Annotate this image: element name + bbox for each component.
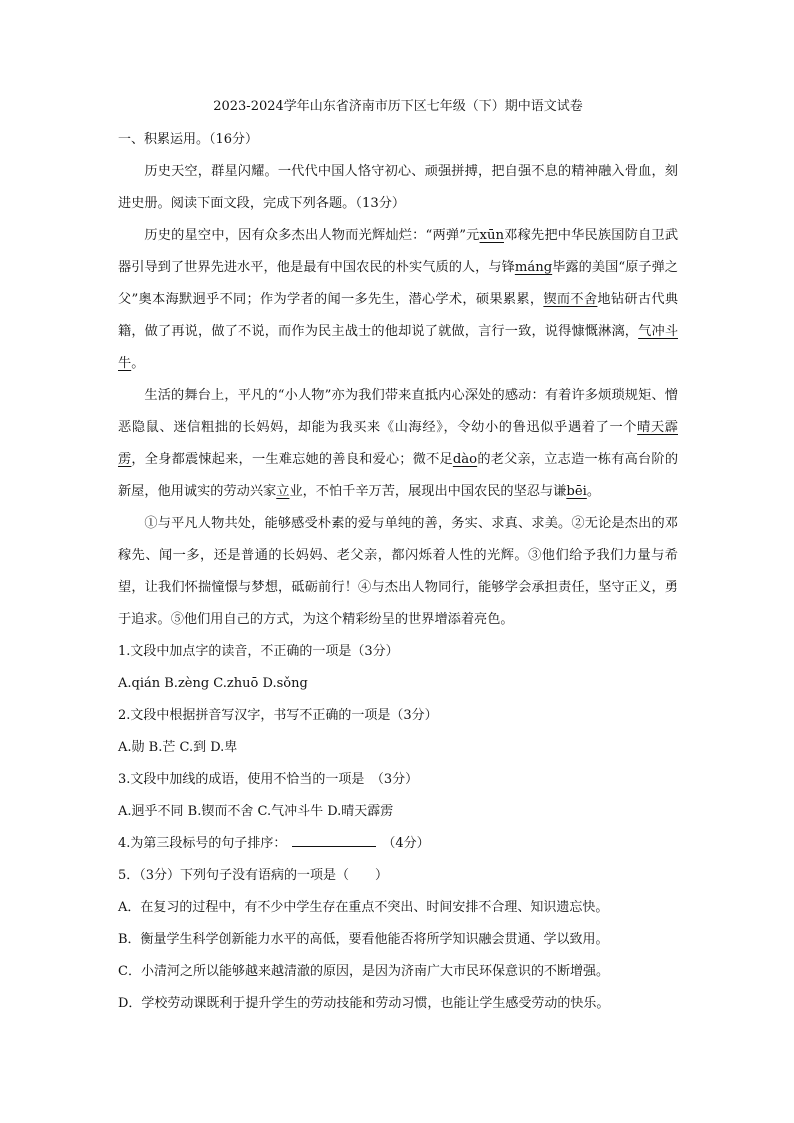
section-heading: 一、积累运用。（16分）: [118, 132, 259, 147]
pinyin-blank: máng: [514, 260, 553, 275]
text-run: 业，不怕千辛万苦，展现出中国农民的坚忍与谦: [289, 484, 567, 499]
question-5-option-b: B．衡量学生科学创新能力水平的高低，要看他能否将所学知识融会贯通、学以致用。: [118, 932, 609, 947]
question-3: 3.文段中加线的成语，使用不恰当的一项是 （3分）: [118, 772, 419, 787]
question-4-score: （4分）: [382, 836, 430, 851]
question-5: 5．（3分）下列句子没有语病的一项是（ ）: [118, 868, 389, 883]
pinyin-blank: xūn: [479, 228, 504, 243]
underlined-idiom: 锲而不舍: [543, 292, 598, 307]
underlined-idiom: 晴天霹雳: [118, 420, 678, 467]
question-3-options: A.迥乎不同 B.锲而不舍 C.气冲斗牛 D.晴天霹雳: [118, 804, 394, 819]
intro-paragraph: 历史天空，群星闪耀。一代代中国人恪守初心、顽强拼搏，把自强不息的精神融入骨血，刻进史册。阅读下面文段，完成下列各题。（13分）: [118, 164, 678, 211]
text-run: 地钻研古代典籍，做了再说，做了不说，而作为民主战士的他却说了就做，言行一致，说得慷慨淋漓，: [118, 292, 679, 339]
question-1-options: A.qián B.zèng C.zhuō D.sǒng: [118, 676, 308, 691]
question-5-option-d: D．学校劳动课既利于提升学生的劳动技能和劳动习惯，也能让学生感受劳动的快乐。: [118, 996, 610, 1011]
text-run: 毕露的美国“原子弹之父”奥本海默: [118, 260, 678, 307]
text-run: 的老父亲，立志造一栋有高台阶的新屋，他用诚实的劳动兴家: [118, 452, 679, 499]
passage-paragraph-3: ①与平凡人物共处，能够感受朴素的爱与单纯的善，务实、求真、求美。②无论是杰出的邓稼先、闻一多，还是普通的长妈妈、老父亲，都闪烁着人性的光辉。③他们给予我们力量与希望，让我们怀揣憧憬与梦想，砥砺前行！④与杰出人物同行，能够学会承担责任，坚守正义，勇于追求。⑤他们用自己的方式，为这个精彩纷呈的世界增添着亮色。: [118, 516, 678, 627]
underlined-char: 立: [276, 484, 290, 499]
text-run: 历史的星空中，因有众多杰出人物而光辉灿烂：“两弹”元: [144, 228, 480, 243]
question-1: 1.文段中加点字的读音，不正确的一项是（3分）: [118, 644, 399, 659]
question-2-options: A.勋 B.芒 C.到 D.卑: [118, 740, 238, 755]
pinyin-blank: dào: [452, 452, 478, 467]
text-run: 。: [586, 484, 601, 499]
pinyin-blank: bēi: [566, 484, 587, 499]
text-run: ；作为学者的闻一多先生，潜心学术，硕果累累，: [246, 292, 544, 307]
question-5-option-c: C．小清河之所以能够越来越清澈的原因，是因为济南广大市民环保意识的不断增强。: [118, 964, 609, 979]
text-run: 生活的舞台上，平凡的“小人物”亦为我们带来直抵内心深处的感动：有着许多烦琐规矩、憎恶隐鼠、迷信粗拙的长妈妈，却能为我买来《山海经》，令幼小的鲁迅似乎遇着了一个: [118, 388, 678, 435]
question-5-option-a: A．在复习的过程中，有不少中学生存在重点不突出、时间安排不合理、知识遗忘快。: [118, 900, 609, 915]
text-run: ，全身都震悚起来，一生难忘她的善良和爱心；微不足: [131, 452, 453, 467]
passage-paragraph-1: [118, 220, 678, 380]
text-run: 。: [131, 356, 145, 371]
text-run: 邓稼先把中华民族国防自卫武器引导到了世界先进水平，他是最有中国农民的朴实气质的人，与锋: [118, 228, 679, 275]
idiom: 迥乎不同: [192, 292, 247, 307]
question-4: [118, 828, 678, 860]
question-4-text: 4.为第三段标号的句子排序：: [118, 836, 287, 851]
page-title: 2023-2024学年山东省济南市历下区七年级（下）期中语文试卷: [213, 99, 583, 114]
answer-blank[interactable]: [292, 833, 376, 847]
underlined-idiom: 气冲斗牛: [118, 324, 679, 371]
exam-page: [118, 96, 678, 1020]
question-2: 2.文段中根据拼音写汉字，书写不正确的一项是（3分）: [118, 708, 438, 723]
passage-paragraph-2: [118, 380, 678, 508]
